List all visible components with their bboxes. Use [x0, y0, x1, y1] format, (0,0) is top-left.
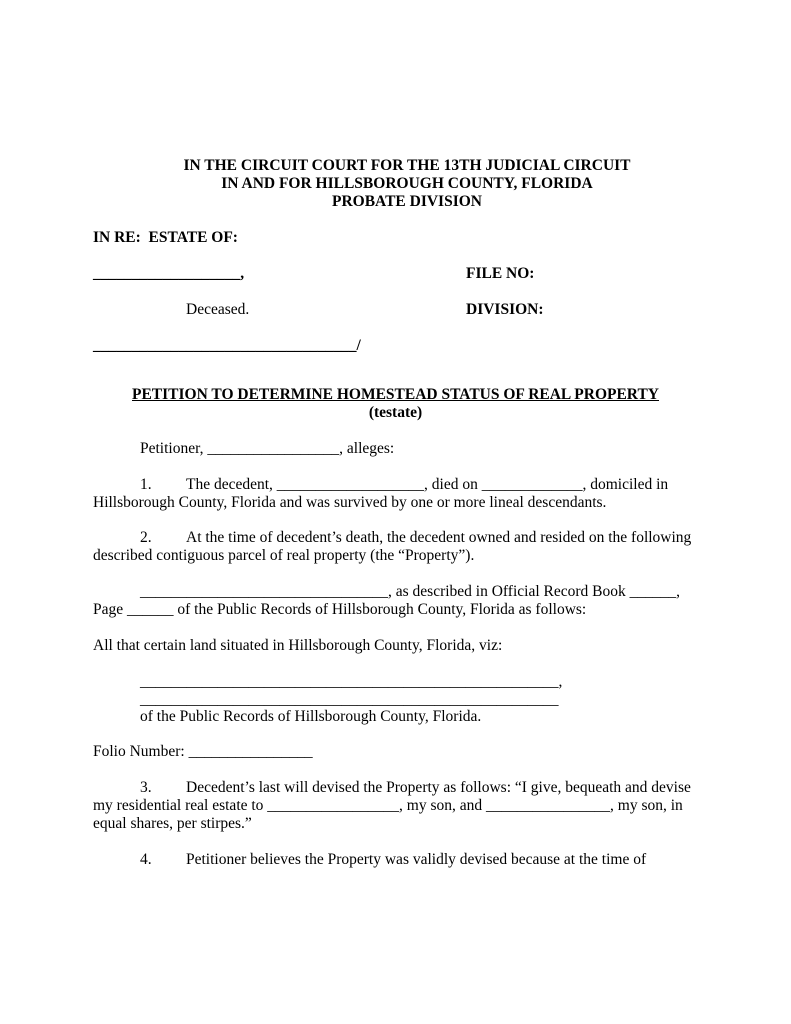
court-header-line: IN AND FOR HILLSBOROUGH COUNTY, FLORIDA [221, 175, 593, 192]
item-text-line: described contiguous parcel of real property (the “Property”). [93, 547, 475, 564]
petitioner-intro: Petitioner, _________________, alleges: [140, 440, 395, 457]
record-book-line: ________________________________, as described in Official Record Book ______, [140, 583, 680, 600]
record-book-line: Page ______ of the Public Records of Hillsborough County, Florida as follows: [93, 601, 587, 618]
item-number: 2. [140, 529, 152, 546]
legal-description-line: ______________________________________________________ [140, 691, 559, 708]
legal-description-line: ______________________________________________________, [140, 673, 563, 690]
in-re-label: IN RE: ESTATE OF: [93, 229, 238, 246]
court-header-line: PROBATE DIVISION [331, 193, 482, 210]
caption-closing-line: __________________________________/ [93, 337, 361, 354]
item-text-line: my residential real estate to _________________, my son, and ________________, my son, in [93, 797, 683, 814]
item-text-line: Hillsborough County, Florida and was survived by one or more lineal descendants. [93, 494, 607, 511]
file-no-label: FILE NO: [466, 265, 535, 282]
land-intro: All that certain land situated in Hillsborough County, Florida, viz: [93, 637, 503, 654]
item-text-line: At the time of decedent’s death, the decedent owned and resided on the following [186, 529, 692, 546]
legal-description-line: of the Public Records of Hillsborough County, Florida. [140, 708, 482, 725]
item-text-line: The decedent, ___________________, died on _____________, domiciled in [186, 476, 669, 493]
item-text-line: Petitioner believes the Property was validly devised because at the time of [186, 851, 647, 868]
item-text-line: equal shares, per stirpes.” [93, 815, 252, 832]
division-label: DIVISION: [466, 301, 544, 318]
court-header-line: IN THE CIRCUIT COURT FOR THE 13TH JUDICIAL CIRCUIT [183, 157, 631, 174]
decedent-name-blank: ___________________, [93, 265, 245, 282]
item-number: 4. [140, 851, 152, 868]
deceased-label: Deceased. [186, 301, 250, 318]
item-number: 3. [140, 779, 152, 796]
item-number: 1. [140, 476, 152, 493]
petition-title: PETITION TO DETERMINE HOMESTEAD STATUS OF REAL PROPERTY [132, 386, 659, 403]
petition-subtitle: (testate) [368, 404, 423, 421]
folio-number: Folio Number: ________________ [93, 743, 313, 760]
item-text-line: Decedent’s last will devised the Property as follows: “I give, bequeath and devise [186, 779, 691, 796]
